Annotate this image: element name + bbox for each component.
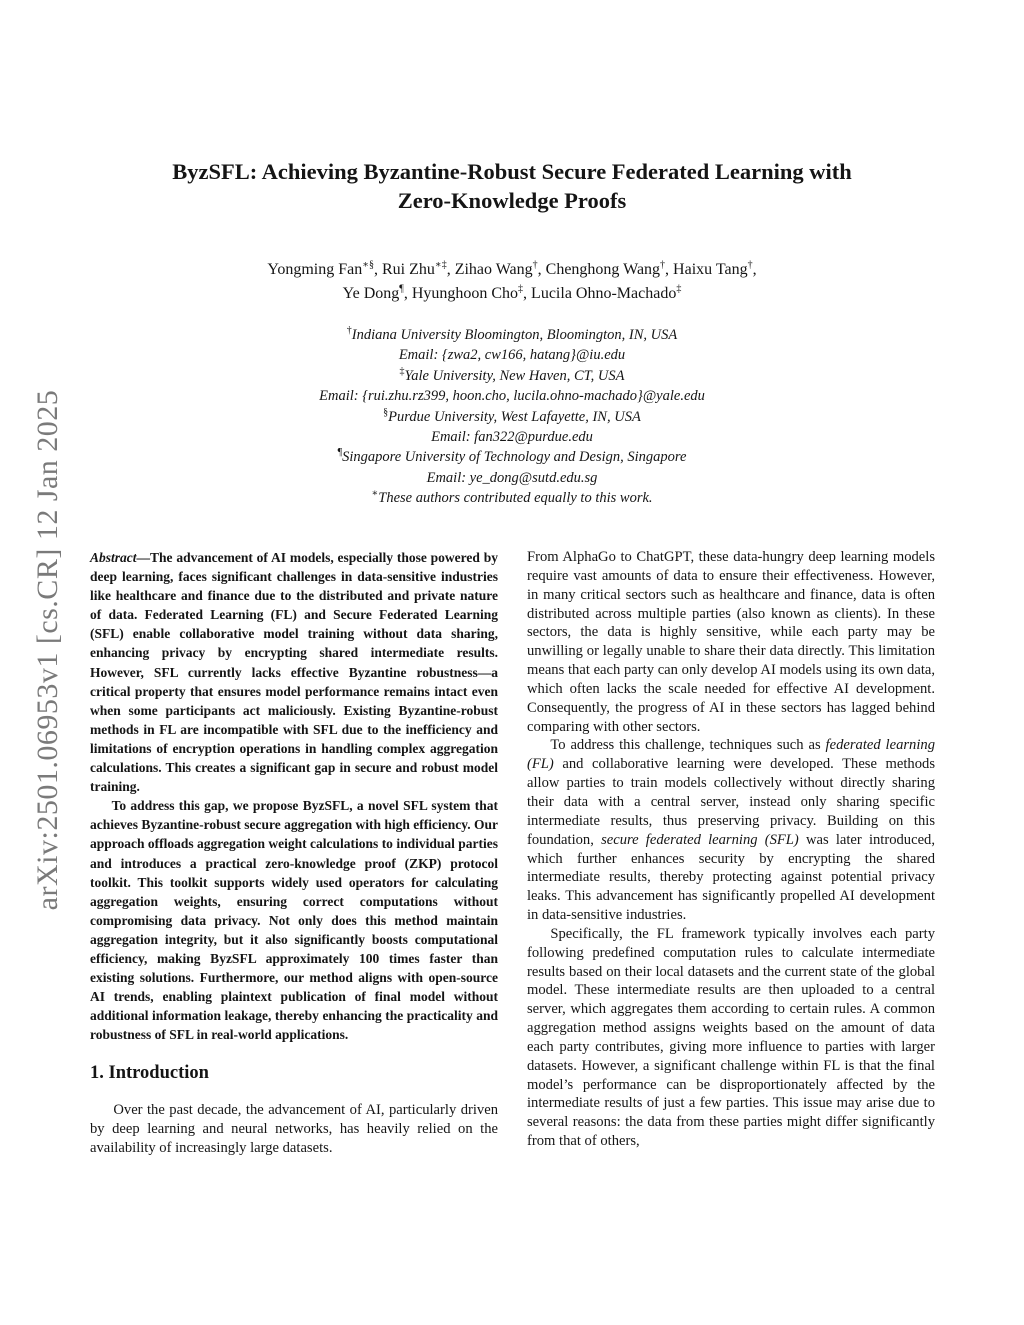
right-column	[527, 548, 935, 1151]
author-mark: ¶	[399, 283, 404, 295]
left-column	[90, 548, 498, 1158]
arxiv-identifier-text: arXiv:2501.06953v1 [cs.CR] 12 Jan 2025	[31, 389, 64, 911]
affiliation-line: †Indiana University Bloomington, Bloomington, IN, USA	[346, 325, 678, 343]
affiliation-line: Email: {rui.zhu.rz399, hoon.cho, lucila.ohno-machado}@yale.edu	[319, 388, 705, 405]
author-mark: ‡	[676, 283, 682, 295]
affiliation-line: ∗These authors contributed equally to this work.	[371, 488, 653, 507]
affiliation-line: ‡Yale University, New Haven, CT, USA	[399, 365, 625, 384]
author-mark: ‡	[518, 283, 524, 295]
abstract-label: Abstract	[90, 550, 137, 565]
affiliation-line: Email: fan322@purdue.edu	[431, 429, 593, 446]
body-paragraph-3: Specifically, the FL framework typically involves each party following predefined computation rules to calculate intermediate results based on their local datasets and the current state of the global model. These intermediate results are then uploaded to a central server, which aggregates them according to certain rules. A common aggregation method assigns weights based on the amount of data each party contributes, giving more influence to parties with larger datasets. However, a significant challenge within FL is that the final model’s performance can be disproportionately affected by the intermediate results of just a few parties. This issue may arise due to several reasons: the data from these parties might differ significantly from that of others,	[527, 925, 935, 1150]
term-federated-learning: federated learning (FL)	[527, 737, 935, 773]
author-name: Haixu Tang	[673, 261, 748, 278]
author-name: Hyunghoon Cho	[411, 285, 519, 302]
affiliation-mark: §	[383, 406, 389, 418]
affiliation-mark: ∗	[371, 488, 379, 500]
author-mark: †	[747, 259, 753, 271]
affiliation-line: Email: ye_dong@sutd.edu.sg	[426, 469, 598, 486]
author-separator: ,	[403, 285, 412, 302]
author-separator: ,	[537, 261, 546, 278]
intro-paragraph-1: Over the past decade, the advancement of AI, particularly driven by deep learning and neural networks, has heavily relied on the availability of increasingly large datasets.	[90, 1102, 498, 1156]
author-name: Rui Zhu	[382, 261, 435, 278]
author-name: Lucila Ohno-Machado	[531, 285, 677, 302]
author-line-1	[100, 258, 924, 282]
abstract-paragraph-2: To address this gap, we propose ByzSFL, a novel SFL system that achieves Byzantine-robust secure aggregation with high efficiency. Our approach offloads aggregation weight calculations to individual parties and introduces a practical zero-knowledge proof (ZKP) protocol toolkit. This toolkit supports widely used operators for calculating aggregation weights, ensuring correct computations without compromising data privacy. Not only does this method maintain aggregation integrity, but it also significantly boosts computational efficiency, making ByzSFL approximately 100 times faster than existing solutions. Furthermore, our method aligns with open-source AI trends, enabling plaintext publication of final model without additional information leakage, thereby enhancing the practicality and robustness of SFL in real-world applications.	[90, 798, 498, 1043]
author-mark: ∗‡	[434, 259, 447, 271]
abstract-paragraph-1	[90, 548, 498, 796]
author-separator: ,	[446, 261, 455, 278]
author-name: Ye Dong	[342, 285, 400, 302]
author-list	[100, 258, 924, 306]
author-line-2	[100, 282, 924, 306]
abstract-dash: —	[136, 550, 151, 565]
section-heading-introduction: 1. Introduction	[90, 1063, 209, 1084]
author-name: Zihao Wang	[454, 261, 533, 278]
abstract-text-1: The advancement of AI models, especially those powered by deep learning, faces significant challenges in data-sensitive industries like healthcare and finance due to the distributed and private nature of data. Federated Learning (FL) and Secure Federated Learning (SFL) enable collaborative model training without data sharing, enhancing privacy by encrypting shared intermediate results. However, SFL currently lacks effective Byzantine robustness—a critical property that ensures model performance remains intact even when some participants act maliciously. Existing Byzantine-robust methods in FL are incompatible with SFL due to the inefficiency and limitations of encryption operations in handling complex aggregation calculations. This creates a significant gap in secure and robust model training.	[90, 550, 498, 795]
arxiv-identifier	[18, 360, 78, 940]
affiliation-mark: †	[346, 325, 352, 337]
paper-title-line-2: Zero-Knowledge Proofs	[397, 188, 627, 213]
author-separator: ,	[665, 261, 674, 278]
affiliation-mark: ‡	[399, 365, 405, 377]
affiliation-line: Email: {zwa2, cw166, hatang}@iu.edu	[398, 347, 626, 364]
author-separator: ,	[374, 261, 382, 278]
affiliation-mark: ¶	[337, 447, 343, 459]
author-mark: †	[660, 259, 666, 271]
author-name: Yongming Fan	[267, 261, 363, 278]
author-name: Chenghong Wang	[545, 261, 661, 278]
body-paragraph-2: To address this challenge, techniques such as federated learning (FL) and collaborative learning were developed. These methods allow parties to train models collectively without directly sharing their data with a central server, instead only sharing specific intermediate results, thus preserving privacy. Building on this foundation, secure federated learning (SFL) was later introduced, which further enhances security by encrypting the shared intermediate results, thereby protecting against potential privacy leaks. This advancement has significantly propelled AI development in data-sensitive industries.	[527, 737, 936, 924]
affiliation-list	[100, 325, 924, 509]
affiliation-line: §Purdue University, West Lafayette, IN, USA	[383, 406, 641, 425]
affiliation-line: ¶Singapore University of Technology and Design, Singapore	[337, 447, 687, 466]
author-separator: ,	[523, 285, 532, 302]
abstract	[90, 548, 498, 1044]
paper-title	[100, 157, 924, 215]
paper-title-line-1: ByzSFL: Achieving Byzantine-Robust Secure Federated Learning with	[172, 159, 852, 184]
body-paragraph-1: From AlphaGo to ChatGPT, these data-hungry deep learning models require vast amounts of data to ensure their effectiveness. However, in many critical sectors such as healthcare and finance, data is often distributed across multiple parties (also known as clients). In these sectors, the data is highly sensitive, while each party may be unwilling or legally unable to share their data directly. This limitation means that each party can only develop AI models using its own data, which often lacks the scale needed for effective AI development. Consequently, the progress of AI in these sectors has lagged behind comparing with other sectors.	[527, 549, 935, 735]
author-mark: ∗§	[362, 259, 374, 271]
term-secure-federated-learning: secure federated learning (SFL)	[601, 831, 799, 848]
author-mark: †	[532, 259, 538, 271]
author-separator: ,	[752, 261, 757, 278]
